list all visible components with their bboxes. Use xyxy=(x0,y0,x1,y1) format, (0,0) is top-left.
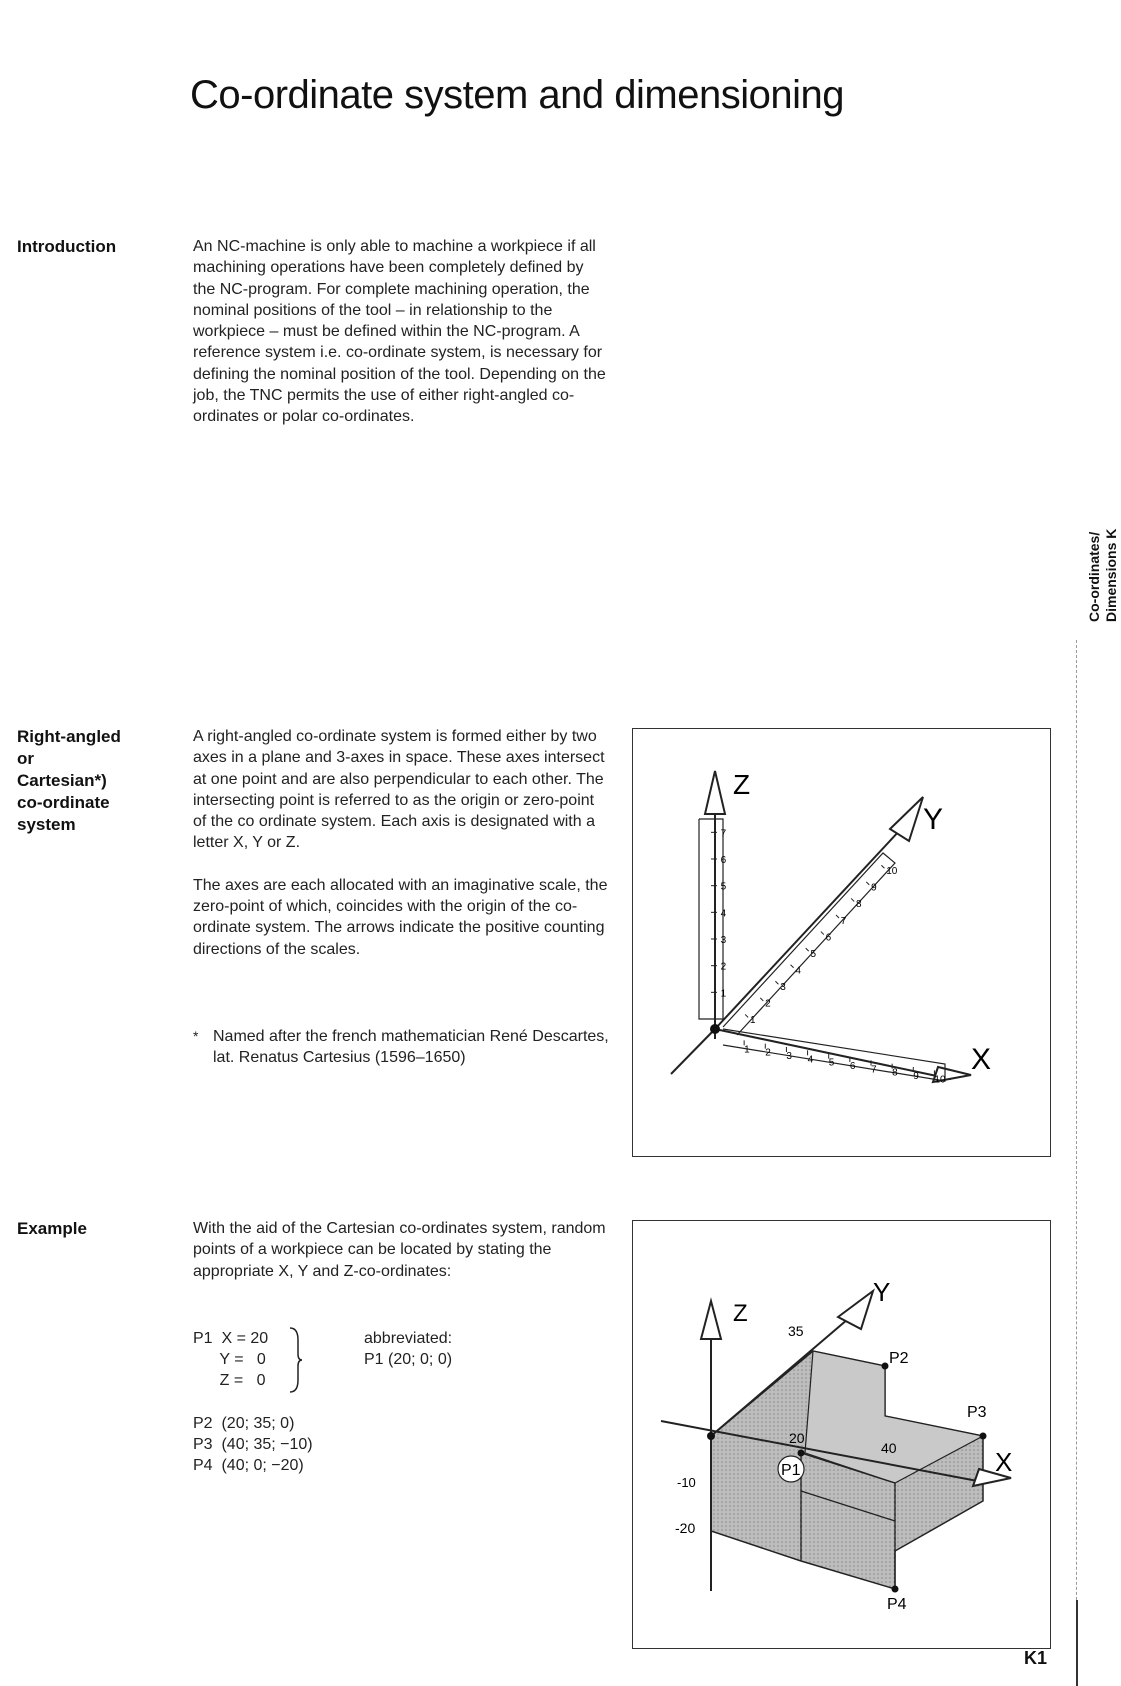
z-scale-tick-label: 1 xyxy=(720,988,727,1000)
example-text: With the aid of the Cartesian co-ordinates system, random points of a workpiece can be located by stating the appropriate X, Y and Z-co-ordinates: xyxy=(193,1220,606,1280)
point-p4: P4 (40; 0; −20) xyxy=(193,1457,304,1474)
label-neg10: -10 xyxy=(677,1475,696,1490)
y-scale-tick-label: 1 xyxy=(749,1015,756,1027)
p1-z: Z = 0 xyxy=(193,1372,266,1389)
y-scale-tick xyxy=(866,882,869,885)
x-scale-tick-label: 10 xyxy=(934,1074,946,1086)
y-scale-tick xyxy=(775,981,778,984)
brace xyxy=(288,1326,304,1394)
z-scale-tick-label: 2 xyxy=(720,961,727,973)
cartesian-para-1: A right-angled co-ordinate system is formed either by two axes in a plane and 3-axes in space. These axes intersect at one point and are also perpendicular to each other. The intersecting point is referred to as the origin or zero-point of the co ordinate system. Each axis is designated with a letter X, Y or Z. xyxy=(193,728,605,852)
workpiece-diagram xyxy=(633,1221,1050,1648)
y-scale-ticks xyxy=(745,865,898,1026)
x-scale-tick-label: 6 xyxy=(849,1061,856,1072)
point-label-p1: P1 xyxy=(781,1462,801,1479)
axes-diagram xyxy=(633,729,1050,1156)
y-scale-tick xyxy=(791,965,794,968)
p1-y: Y = 0 xyxy=(193,1351,266,1368)
section-tab-label: Co-ordinates/ Dimensions K xyxy=(1086,528,1119,622)
x-scale-tick-label: 8 xyxy=(892,1067,898,1079)
x-scale-tick-label: 2 xyxy=(765,1047,771,1059)
footnote xyxy=(193,1026,613,1069)
x-scale-tick-label: 3 xyxy=(786,1051,792,1062)
point-p3: P3 (40; 35; −10) xyxy=(193,1436,313,1453)
y-scale-tick-label: 7 xyxy=(840,915,847,927)
axis-label-y: Y xyxy=(873,1277,891,1307)
z-scale-tick-label: 7 xyxy=(720,828,727,840)
y-scale-tick-label: 4 xyxy=(795,965,801,977)
axis-label-x: X xyxy=(995,1447,1013,1477)
y-scale-tick-label: 2 xyxy=(765,998,771,1010)
x-scale-tick-label: 9 xyxy=(913,1071,919,1082)
y-scale-tick-label: 8 xyxy=(855,899,862,911)
axis-label-y: Y xyxy=(923,803,944,836)
axis-label-x: X xyxy=(971,1043,992,1076)
x-scale-tick-label: 7 xyxy=(871,1064,877,1076)
y-scale-tick xyxy=(806,948,809,951)
x-scale-tick-label: 5 xyxy=(828,1057,835,1069)
margin-rule xyxy=(1076,640,1077,1670)
z-scale-tick-label: 3 xyxy=(720,935,727,946)
point-label-p2: P2 xyxy=(889,1350,909,1367)
y-scale-tick-label: 10 xyxy=(886,866,898,878)
z-scale-tick-label: 5 xyxy=(720,881,727,893)
cartesian-heading: Right-angled or Cartesian*) co-ordinate system xyxy=(17,727,121,834)
x-scale-tick-label: 4 xyxy=(807,1054,814,1066)
y-scale-tick-label: 3 xyxy=(780,982,786,994)
footnote-text: Named after the french mathematician René Descartes, lat. Renatus Cartesius (1596–1650) xyxy=(213,1028,609,1067)
y-scale-tick-label: 6 xyxy=(825,932,832,944)
example-heading: Example xyxy=(17,1219,87,1238)
axis-label-z: Z xyxy=(733,769,751,800)
z-scale-ticks xyxy=(711,828,727,999)
page-title: Co-ordinate system and dimensioning xyxy=(190,72,844,117)
y-scale-tick xyxy=(881,865,884,868)
abbrev-value: P1 (20; 0; 0) xyxy=(364,1351,453,1368)
y-scale-tick xyxy=(851,898,854,901)
y-scale-tick-label: 9 xyxy=(871,882,877,894)
label-20: 20 xyxy=(789,1430,805,1446)
label-40: 40 xyxy=(881,1440,897,1456)
z-scale-tick-label: 6 xyxy=(720,855,727,866)
label-neg20: -20 xyxy=(675,1520,696,1536)
point-label-p3: P3 xyxy=(967,1404,987,1421)
introduction-text: An NC-machine is only able to machine a workpiece if all machining operations have been completely defined by the NC-program. For complete machining operation, the nominal positions of the tool – in relationship to the workpiece – must be defined within the NC-program. A reference system i.e. co-ordinate system, is necessary for defining the nominal position of the tool. Depending on the job, the TNC permits the use of either right-angled co-ordinates or polar co-ordinates. xyxy=(193,238,606,426)
cartesian-text xyxy=(193,726,608,960)
y-scale-tick xyxy=(760,998,763,1001)
margin-rule-solid xyxy=(1076,1600,1078,1686)
introduction-heading: Introduction xyxy=(17,237,117,256)
y-scale-tick xyxy=(836,915,839,918)
z-scale-tick-label: 4 xyxy=(720,908,727,920)
x-scale-ticks xyxy=(744,1040,946,1085)
figure-cartesian-axes xyxy=(632,728,1051,1157)
section-tab[interactable] xyxy=(1080,502,1120,622)
label-35: 35 xyxy=(788,1323,804,1339)
point-label-p4: P4 xyxy=(887,1596,907,1613)
y-scale-tick xyxy=(745,1014,748,1017)
footnote-mark: * xyxy=(193,1028,199,1044)
point-p2: P2 (20; 35; 0) xyxy=(193,1415,295,1432)
abbrev-label: abbreviated: xyxy=(364,1330,453,1347)
figure-workpiece xyxy=(632,1220,1051,1649)
y-scale-tick-label: 5 xyxy=(810,948,817,960)
p1-x: P1 X = 20 xyxy=(193,1330,269,1347)
cartesian-para-2: The axes are each allocated with an imaginative scale, the zero-point of which, coincides with the origin of the co-ordinate system. The arrows indicate the positive counting directions of the scales. xyxy=(193,876,608,958)
page-number: K1 xyxy=(1024,1648,1048,1668)
axis-label-z: Z xyxy=(733,1300,748,1327)
y-scale-tick xyxy=(821,932,824,935)
x-scale-tick-label: 1 xyxy=(744,1044,750,1056)
